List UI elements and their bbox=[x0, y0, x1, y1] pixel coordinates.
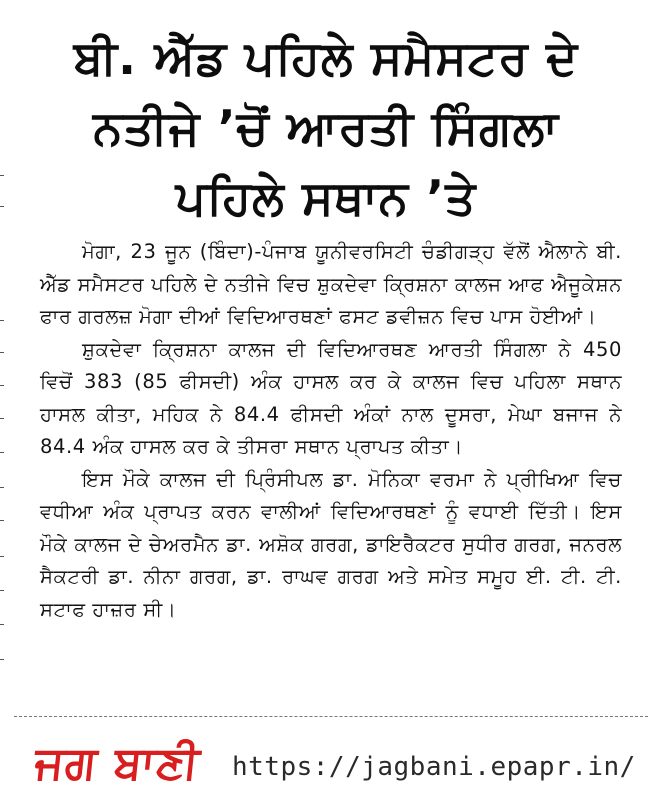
headline-line-3: ਪਹਿਲੇ ਸਥਾਨ ’ਤੇ bbox=[175, 171, 477, 226]
headline-line-2: ਨਤੀਜੇ ’ਚੋਂ ਆਰਤੀ ਸਿੰਗਲਾ bbox=[93, 101, 559, 156]
article-paragraph-2: ਸ਼ੁਕਦੇਵਾ ਕ੍ਰਿਸ਼ਨਾ ਕਾਲਜ ਦੀ ਵਿਦਿਆਰਥਣ ਆਰਤੀ ਸਿੰਗਲਾ ਨੇ 450 ਵਿਚੋਂ 383 (85 ਫੀਸਦੀ) ਅੰਕ ਹਾਸਲ ਕਰ ਕੇ ਕਾਲਜ ਵਿਚ ਪਹਿਲਾ ਸਥਾਨ ਹਾਸਲ ਕੀਤਾ, ਮਹਿਕ ਨੇ 84.4 ਫੀਸਦੀ ਅੰਕਾਂ ਨਾਲ ਦੂਸਰਾ, ਮੇਘਾ ਬਜਾਜ ਨੇ 84.4 ਅੰਕ ਹਾਸਲ ਕਰ ਕੇ ਤੀਸਰਾ ਸਥਾਨ ਪ੍ਰਾਪਤ ਕੀਤਾ। bbox=[40, 337, 622, 458]
article-body bbox=[40, 236, 622, 626]
brand-name: ਜਗ ਬਾਣੀ bbox=[32, 736, 204, 789]
article-paragraph-3: ਇਸ ਮੌਕੇ ਕਾਲਜ ਦੀ ਪ੍ਰਿੰਸੀਪਲ ਡਾ. ਮੋਨਿਕਾ ਵਰਮਾ ਨੇ ਪ੍ਰੀਖਿਆ ਵਿਚ ਵਧੀਆ ਅੰਕ ਪ੍ਰਾਪਤ ਕਰਨ ਵਾਲੀਆਂ ਵਿਦਿਆਰਥਣਾਂ ਨੂੰ ਵਧਾਈ ਦਿੱਤੀ। ਇਸ ਮੌਕੇ ਕਾਲਜ ਦੇ ਚੇਅਰਮੈਨ ਡਾ. ਅਸ਼ੋਕ ਗਰਗ, ਡਾਇਰੈਕਟਰ ਸੁਧੀਰ ਗਰਗ, ਜਨਰਲ ਸੈਕਟਰੀ ਡਾ. ਨੀਨਾ ਗਰਗ, ਡਾ. ਰਾਘਵ ਗਰਗ ਅਤੇ ਸਮੇਤ ਸਮੂਹ ਈ. ਟੀ. ਟੀ. ਸਟਾਫ ਹਾਜ਼ਰ ਸੀ। bbox=[40, 467, 622, 621]
column-edge-marks bbox=[0, 0, 6, 807]
source-url[interactable]: https://jagbani.epapr.in/ bbox=[232, 752, 636, 782]
footer-divider bbox=[14, 716, 648, 717]
headline-line-1: ਬੀ. ਐੱਡ ਪਹਿਲੇ ਸਮੈਸਟਰ ਦੇ bbox=[73, 31, 579, 86]
footer-bar bbox=[0, 730, 648, 807]
article-paragraph-1: ਮੋਗਾ, 23 ਜੂਨ (ਬਿੰਦਾ)-ਪੰਜਾਬ ਯੂਨੀਵਰਸਿਟੀ ਚੰਡੀਗੜ੍ਹ ਵੱਲੋਂ ਐਲਾਨੇ ਬੀ. ਐੱਡ ਸਮੈਸਟਰ ਪਹਿਲੇ ਦੇ ਨਤੀਜੇ ਵਿਚ ਸ਼ੁਕਦੇਵਾ ਕ੍ਰਿਸ਼ਨਾ ਕਾਲਜ ਆਫ ਐਜੂਕੇਸ਼ਨ ਫਾਰ ਗਰਲਜ਼ ਮੋਗਾ ਦੀਆਂ ਵਿਦਿਆਰਥਣਾਂ ਫਸਟ ਡਵੀਜ਼ਨ ਵਿਚ ਪਾਸ ਹੋਈਆਂ। bbox=[40, 240, 622, 328]
article-headline bbox=[14, 24, 638, 234]
jagbani-logo bbox=[14, 730, 222, 796]
